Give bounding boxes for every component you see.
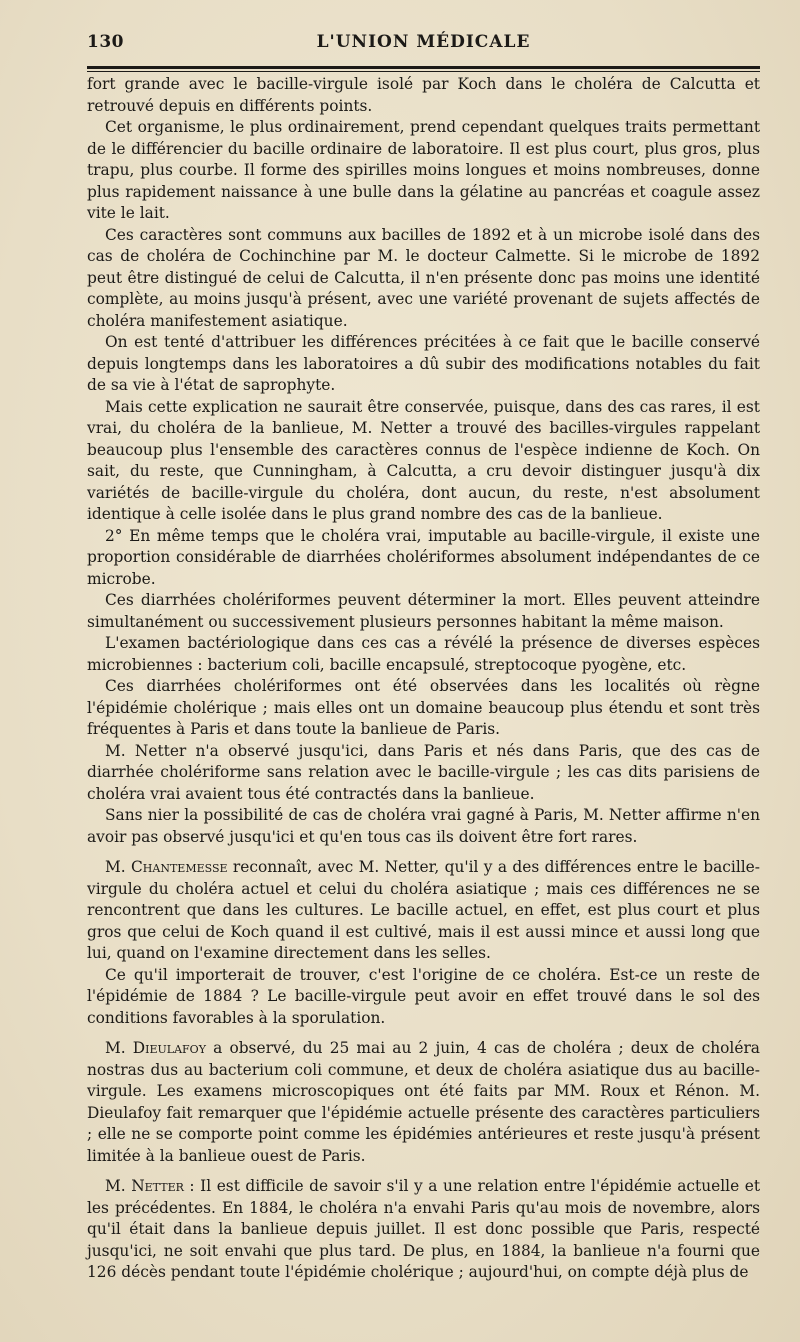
body-text xyxy=(87,74,760,1284)
page-number: 130 xyxy=(87,32,124,52)
paragraph-4: On est tenté d'attribuer les différences précitées à ce fait que le bacille conservé depuis longtemps dans les laboratoires a dû subir des modifications notables du fait de sa vie à l'état de saprophyte. xyxy=(87,333,760,394)
paragraph-5: Mais cette explication ne saurait être conservée, puisque, dans des cas rares, il est vrai, du choléra de la banlieue, M. Netter a trouvé des bacilles-virgules rappelant beaucoup plus l'ensemble des caractères connus de l'espèce indienne de Koch. On sait, du reste, que Cunningham, à Calcutta, a cru devoir distinguer jusqu'à dix variétés de bacille-virgule du choléra, dont aucun, du reste, n'est absolument identique à celle isolée dans le plus grand nombre des cas de la banlieue. xyxy=(87,397,760,523)
speaker-name: M. Chantemesse xyxy=(105,858,228,876)
paragraph-text: : Il est difficile de savoir s'il y a une relation entre l'épidémie actuelle et les précédentes. En 1884, le choléra n'a envahi Paris qu'au mois de novembre, alors qu'il était dans la banlieue depuis juillet. Il est donc possible que Paris, respecté jusqu'ici, ne soit envahi que plus tard. De plus, en 1884, la banlieue n'a fourni que 126 décès pendant toute l'épidémie cholérique ; aujourd'hui, on compte déjà plus de xyxy=(87,1177,761,1281)
paragraph-9: Ces diarrhées cholériformes ont été observées dans les localités où règne l'épidémie cholérique ; mais elles ont un domaine beaucoup plus étendu et sont très fréquentes à Paris et dans toute la banlieue de Paris. xyxy=(87,677,760,738)
page-header xyxy=(87,32,760,60)
paragraph-6: 2° En même temps que le choléra vrai, imputable au bacille-virgule, il existe une proportion considérable de diarrhées cholériformes absolument indépendantes de ce microbe. xyxy=(87,526,760,588)
paragraph-2: Cet organisme, le plus ordinairement, prend cependant quelques traits permettant de le différencier du bacille ordinaire de laboratoire. Il est plus court, plus gros, plus trapu, plus courbe. Il forme des spirilles moins longues et moins nombreuses, donne plus rapidement naissance à une bulle dans la gélatine au pancréas et coagule assez vite le lait. xyxy=(87,118,760,222)
header-rule xyxy=(87,66,760,69)
paragraph-10: M. Netter n'a observé jusqu'ici, dans Paris et nés dans Paris, que des cas de diarrhée cholériforme sans relation avec le bacille-virgule ; les cas dits parisiens de choléra vrai avaient tous été contractés dans la banlieue. xyxy=(87,741,760,803)
running-title: L'UNION MÉDICALE xyxy=(316,32,531,52)
paragraph-3: Ces caractères sont communs aux bacilles de 1892 et à un microbe isolé dans des cas de choléra de Cochinchine par M. le docteur Calmette. Si le microbe de 1892 peut être distingué de celui de Calcutta, il n'en présente donc pas moins une identité complète, au moins jusqu'à présent, avec une variété provenant de sujets affectés de choléra manifestement asiatique. xyxy=(87,225,760,330)
paragraph-text: a observé, du 25 mai au 2 juin, 4 cas de choléra ; deux de choléra nostras dus au bacterium coli commune, et deux de choléra asiatique dus au bacille-virgule. Les examens microscopiques ont été faits par MM. Roux et Rénon. M. Dieulafoy fait remarquer que l'épidémie actuelle présente des caractères particuliers ; elle ne se comporte point comme les épidémies antérieures et reste jusqu'à présent limitée à la banlieue ouest de Paris. xyxy=(87,1039,760,1165)
paragraph-13: Ce qu'il importerait de trouver, c'est l'origine de ce choléra. Est-ce un reste de l'épidémie de 1884 ? Le bacille-virgule peut avoir en effet trouvé dans le sol des conditions favorables à la sporulation. xyxy=(87,965,760,1027)
speaker-name: M. Dieulafoy xyxy=(105,1039,206,1057)
paragraph-11: Sans nier la possibilité de cas de choléra vrai gagné à Paris, M. Netter affirme n'en avoir pas observé jusqu'ici et qu'en tous cas ils doivent être fort rares. xyxy=(87,806,760,846)
paragraph-chantemesse xyxy=(87,857,760,965)
paragraph-8: L'examen bactériologique dans ces cas a révélé la présence de diverses espèces microbiennes : bacterium coli, bacille encapsulé, streptocoque pyogène, etc. xyxy=(87,634,760,674)
paragraph-dieulafoy xyxy=(87,1038,760,1167)
paragraph-7: Ces diarrhées cholériformes peuvent déterminer la mort. Elles peuvent atteindre simultanément ou successivement plusieurs personnes habitant la même maison. xyxy=(87,591,760,631)
paragraph-netter xyxy=(87,1176,760,1284)
paragraph-1: fort grande avec le bacille-virgule isolé par Koch dans le choléra de Calcutta et retrouvé depuis en différents points. xyxy=(87,75,760,115)
paragraph-text: reconnaît, avec M. Netter, qu'il y a des différences entre le bacille-virgule du choléra actuel et celui du choléra asiatique ; mais ces différences ne se rencontrent que dans les cultures. Le bacille actuel, en effet, est plus court et plus gros que celui de Koch quand il est cultivé, mais il est aussi mince et aussi long que lui, quand on l'examine directement dans les selles. xyxy=(87,858,760,962)
speaker-name: M. Netter xyxy=(105,1177,184,1195)
